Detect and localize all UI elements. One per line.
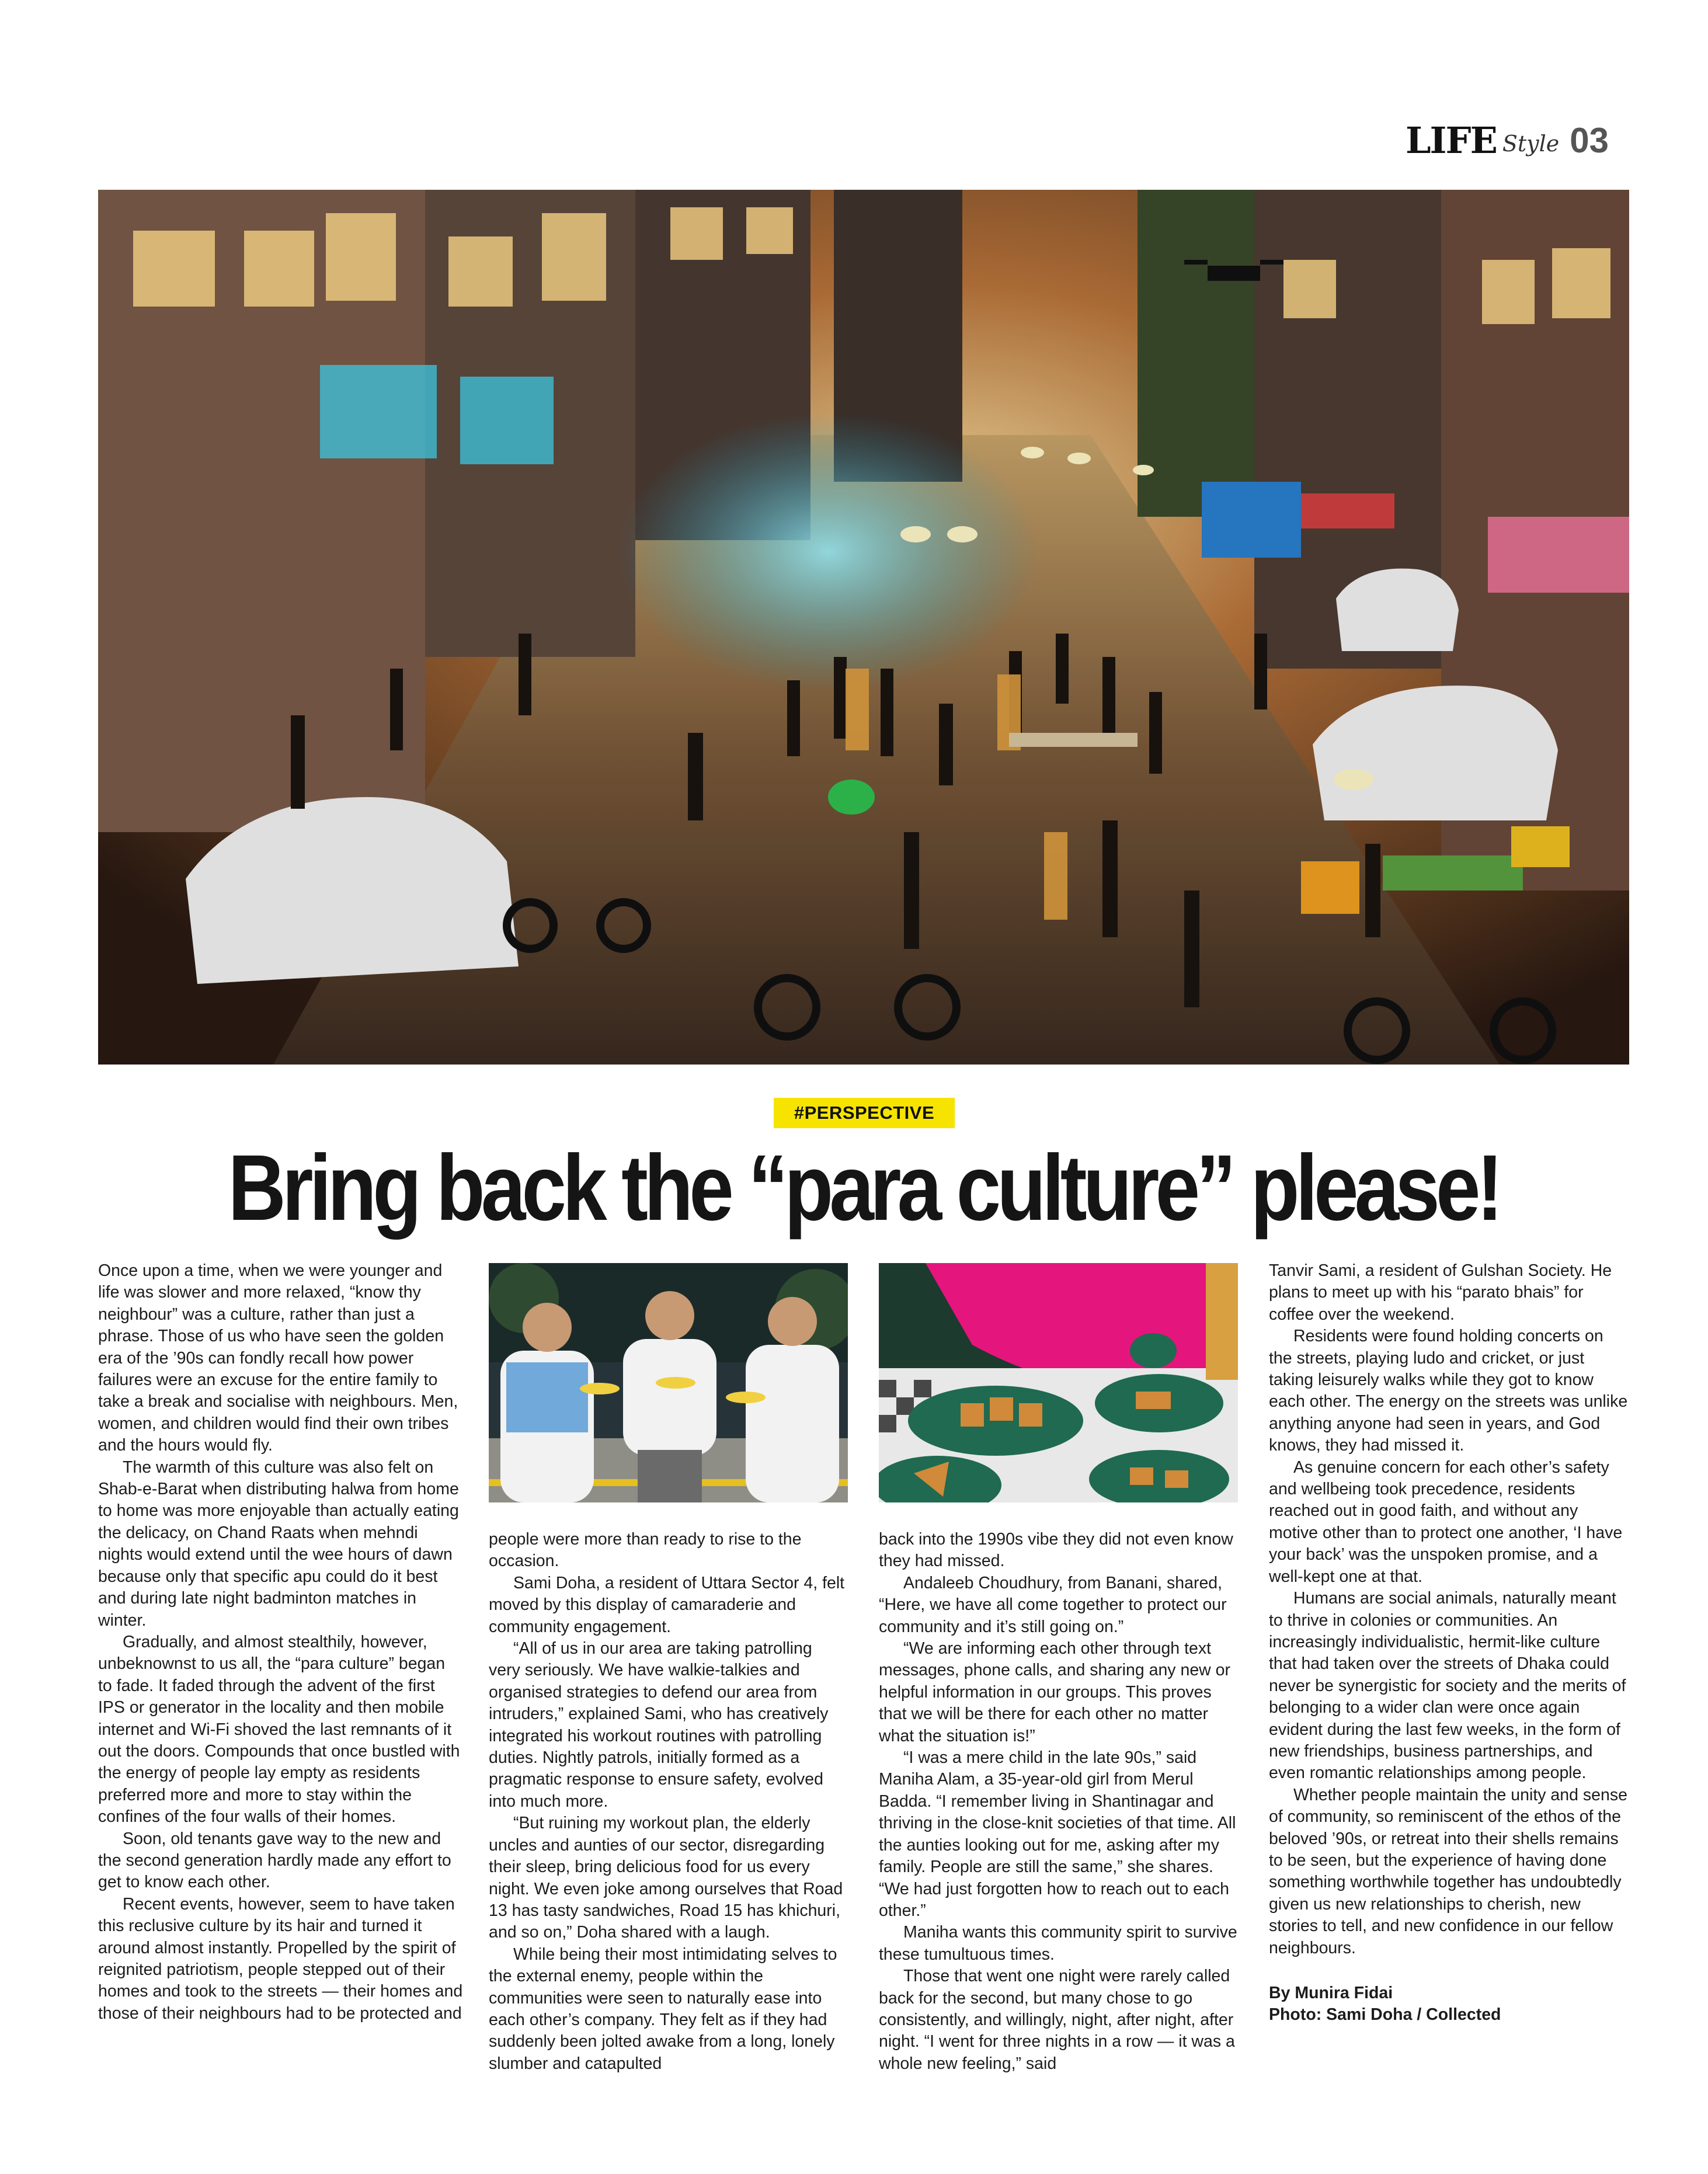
paragraph: Andaleeb Choudhury, from Banani, shared, “Here, we have all come together to protect our community and it’s still going on.” xyxy=(879,1573,1227,1636)
paragraph: “But ruining my workout plan, the elderly uncles and aunties of our sector, disregarding their sleep, bring delicious food for us every night. We even joke among ourselves that Road 13 has tasty sandwiches, Road 15 has khichuri, and so on,” Doha shared with a laugh. xyxy=(489,1814,843,1942)
paragraph: The warmth of this culture was also felt on Shab-e-Barat when distributing halwa from home to home was more enjoyable than actually eating the delicacy, on Chand Raats when mehndi nights would extend until the wee hours of dawn because only that specific apu could do it best and during late night badminton matches in winter. xyxy=(98,1458,459,1630)
article-column-4 xyxy=(1269,1260,1631,2026)
paragraph: Recent events, however, seem to have taken this reclusive culture by its hair and turned it around almost instantly. Propelled by the spirit of reignited patriotism, people stepped out of their homes and took to the streets — their homes and those of their neighbours had to be protected and xyxy=(98,1894,463,2023)
paragraph: back into the 1990s vibe they did not even know they had missed. xyxy=(879,1530,1233,1571)
article-column-2 xyxy=(489,1529,848,2075)
credits xyxy=(1269,1982,1631,2026)
paragraph: As genuine concern for each other’s safety and wellbeing took precedence, residents reached out in good faith, and without any motive other than to protect one another, ‘I have your back’ was the unspoken promise, and a well-kept one at that. xyxy=(1269,1458,1623,1586)
paragraph: “We are informing each other through text messages, phone calls, and sharing any new or helpful information in our groups. This proves that we will be there for each other no matter what the situation is!” xyxy=(879,1639,1231,1745)
paragraph: Maniha wants this community spirit to survive these tumultuous times. xyxy=(879,1923,1237,1964)
paragraph: “I was a mere child in the late 90s,” said Maniha Alam, a 35-year-old girl from Merul Badda. “I remember living in Shantinagar and thriving in the close-knit societies of that time. All the aunties looking out for me, asking after my family. People are still the same,” she shares. “We had just forgotten how to reach out to each other.” xyxy=(879,1748,1236,1920)
byline: By Munira Fidai xyxy=(1269,1984,1393,2002)
paragraph: Once upon a time, when we were younger and life was slower and more relaxed, “know thy neighbour” was a culture, rather than just a phrase. Those of us who have seen the golden era of the ’90s can fondly recall how power failures were an excuse for the entire family to take a break and socialise with neighbours. Men, women, and children would find their own tribes and the hours would fly. xyxy=(98,1261,458,1455)
masthead-logo: LIFE xyxy=(1405,119,1497,162)
inset-photo-food-spread-image xyxy=(879,1263,1238,1502)
paragraph: Soon, old tenants gave way to the new and the second generation hardly made any effort to get to know each other. xyxy=(98,1829,451,1892)
paragraph: Gradually, and almost stealthily, however, unbeknownst to us all, the “para culture” began to fade. It faded through the advent of the first IPS or generator in the locality and then mobile internet and Wi-Fi shoved the last remnants of it out the doors. Compounds that once bustled with the energy of people lay empty as residents preferred more and more to stay within the confines of the four walls of their homes. xyxy=(98,1632,460,1827)
inset-photo-food-spread xyxy=(879,1263,1238,1502)
page-number: 03 xyxy=(1570,121,1609,160)
paragraph: While being their most intimidating selves to the external enemy, people within the communities were seen to naturally ease into each other’s company. They felt as if they had suddenly been jolted awake from a long, lonely slumber and catapulted xyxy=(489,1945,837,2073)
section-tag: #PERSPECTIVE xyxy=(774,1098,955,1128)
paragraph: Sami Doha, a resident of Uttara Sector 4, felt moved by this display of camaraderie and community engagement. xyxy=(489,1573,845,1636)
article-column-3 xyxy=(879,1529,1238,2075)
article-column-1 xyxy=(98,1260,463,2025)
paragraph: Humans are social animals, naturally meant to thrive in colonies or communities. An increasingly individualistic, hermit-like culture that had taken over the streets of Dhaka could never be synergistic for society and the merits of belonging to a wider clan were once again evident during the last few weeks, in the form of new friendships, business partnerships, and even romantic relationships among people. xyxy=(1269,1589,1626,1783)
paragraph: Tanvir Sami, a resident of Gulshan Society. He plans to meet up with his “parato bhais” for coffee over the weekend. xyxy=(1269,1261,1612,1324)
masthead-script: Style xyxy=(1502,131,1560,156)
paragraph: people were more than ready to rise to the occasion. xyxy=(489,1530,802,1571)
inset-photo-patrol-men xyxy=(489,1263,848,1502)
inset-photo-patrol-men-image xyxy=(489,1263,848,1502)
paragraph: Those that went one night were rarely called back for the second, but many chose to go consistently, and willingly, night, after night, after night. “I went for three nights in a row — it was a whole new feeling,” said xyxy=(879,1967,1235,2073)
photo-credit: Photo: Sami Doha / Collected xyxy=(1269,2005,1501,2025)
paragraph: “All of us in our area are taking patrolling very seriously. We have walkie-talkies and organised strategies to defend our area from intruders,” explained Sami, who has creatively integrated his workout routines with patrolling duties. Nightly patrols, initially formed as a pragmatic response to ensure safety, evolved into much more. xyxy=(489,1639,829,1811)
hero-photo xyxy=(98,190,1629,1065)
headline: Bring back the “para culture” please! xyxy=(228,1135,1500,1240)
paragraph: Residents were found holding concerts on the streets, playing ludo and cricket, or just taking leisurely walks while they got to know each other. The energy on the streets was unlike anything anyone had seen in years, and God knows, they had missed it. xyxy=(1269,1327,1628,1455)
masthead xyxy=(1405,119,1609,162)
hero-photo-street-scene xyxy=(98,190,1629,1065)
paragraph: Whether people maintain the unity and sense of community, so reminiscent of the ethos of the beloved ’90s, or retreat into their shells remains to be seen, but the experience of having done something worthwhile together has undoubtedly given us new relationships to cherish, new stories to tell, and new confidence in our fellow neighbours. xyxy=(1269,1785,1627,1957)
